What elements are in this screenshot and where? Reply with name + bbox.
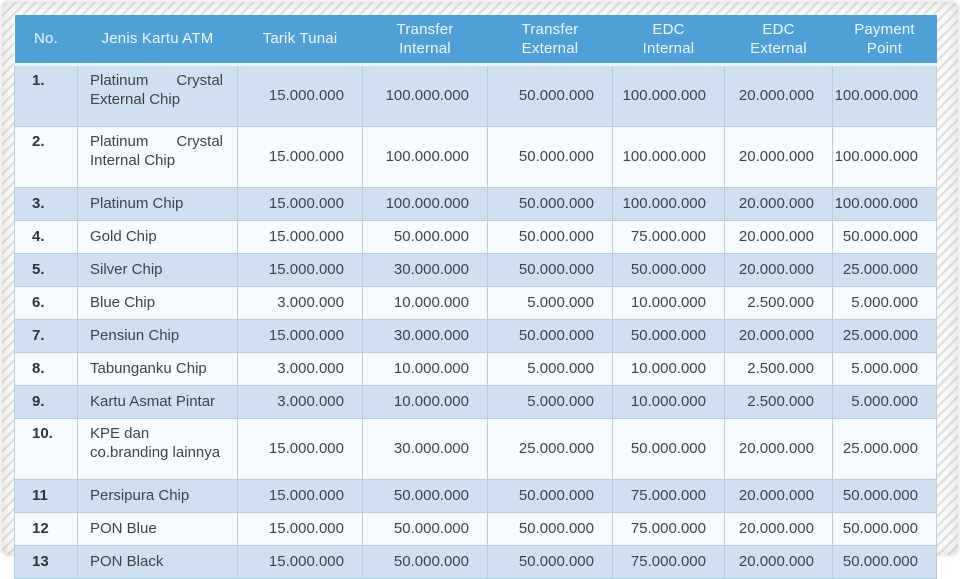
cell-transfer-internal: 10.000.000 xyxy=(363,287,488,320)
card-type-line xyxy=(90,72,225,91)
table-row xyxy=(15,353,937,386)
table-row xyxy=(15,320,937,353)
card-type-line: Tabunganku Chip xyxy=(90,359,207,377)
card-type-line: Kartu Asmat Pintar xyxy=(90,392,216,410)
column-header-transfer_internal xyxy=(363,15,488,65)
cell-payment-point: 5.000.000 xyxy=(833,353,937,386)
cell-row-number: 11 xyxy=(15,480,78,513)
cell-transfer-external: 5.000.000 xyxy=(488,353,613,386)
column-header-edc_internal xyxy=(613,15,725,65)
table-row xyxy=(15,188,937,221)
cell-transfer-internal: 50.000.000 xyxy=(363,221,488,254)
cell-payment-point: 25.000.000 xyxy=(833,320,937,353)
cell-row-number: 9. xyxy=(15,386,78,419)
cell-edc-internal: 10.000.000 xyxy=(613,287,725,320)
cell-row-number: 13 xyxy=(15,546,78,579)
cell-card-type xyxy=(78,419,238,480)
cell-card-type xyxy=(78,546,238,579)
table-row xyxy=(15,480,937,513)
cell-edc-internal: 50.000.000 xyxy=(613,419,725,480)
card-type-line: Pensiun Chip xyxy=(90,326,180,344)
cell-transfer-external: 5.000.000 xyxy=(488,386,613,419)
column-header-payment_point xyxy=(833,15,937,65)
table-row xyxy=(15,221,937,254)
cell-transfer-internal: 100.000.000 xyxy=(363,127,488,188)
cell-edc-external: 20.000.000 xyxy=(725,419,833,480)
cell-transfer-internal: 50.000.000 xyxy=(363,480,488,513)
cell-card-type xyxy=(78,386,238,419)
cell-tarik-tunai: 15.000.000 xyxy=(238,65,363,127)
card-type-word: Platinum xyxy=(90,133,149,150)
cell-edc-internal: 75.000.000 xyxy=(613,513,725,546)
cell-edc-external: 2.500.000 xyxy=(725,353,833,386)
card-type-line: Internal Chip xyxy=(90,151,176,169)
table-row xyxy=(15,65,937,127)
cell-transfer-internal: 30.000.000 xyxy=(363,419,488,480)
cell-card-type xyxy=(78,127,238,188)
cell-tarik-tunai: 15.000.000 xyxy=(238,188,363,221)
cell-row-number: 1. xyxy=(15,65,78,127)
column-header-no xyxy=(15,15,78,65)
cell-edc-internal: 50.000.000 xyxy=(613,254,725,287)
cell-card-type xyxy=(78,353,238,386)
cell-edc-external: 20.000.000 xyxy=(725,65,833,127)
cell-payment-point: 5.000.000 xyxy=(833,386,937,419)
cell-tarik-tunai: 15.000.000 xyxy=(238,419,363,480)
card-type-line: Persipura Chip xyxy=(90,486,190,504)
cell-edc-external: 20.000.000 xyxy=(725,546,833,579)
card-type-line: co.branding lainnya xyxy=(90,443,221,461)
cell-transfer-internal: 30.000.000 xyxy=(363,320,488,353)
cell-transfer-external: 25.000.000 xyxy=(488,419,613,480)
cell-edc-internal: 10.000.000 xyxy=(613,353,725,386)
column-header-label: Tarik Tunai xyxy=(262,30,338,48)
cell-transfer-internal: 30.000.000 xyxy=(363,254,488,287)
cell-edc-internal: 100.000.000 xyxy=(613,188,725,221)
column-header-label: EDC xyxy=(762,20,795,38)
cell-payment-point: 50.000.000 xyxy=(833,546,937,579)
cell-edc-internal: 75.000.000 xyxy=(613,221,725,254)
cell-card-type xyxy=(78,65,238,127)
atm-limits-table xyxy=(14,15,937,579)
cell-row-number: 7. xyxy=(15,320,78,353)
cell-payment-point: 50.000.000 xyxy=(833,221,937,254)
card-type-line xyxy=(90,133,225,152)
cell-row-number: 2. xyxy=(15,127,78,188)
cell-transfer-external: 50.000.000 xyxy=(488,546,613,579)
column-header-label: Jenis Kartu ATM xyxy=(101,30,214,48)
cell-tarik-tunai: 15.000.000 xyxy=(238,480,363,513)
card-type-line: Blue Chip xyxy=(90,293,156,311)
cell-edc-external: 20.000.000 xyxy=(725,480,833,513)
cell-edc-external: 2.500.000 xyxy=(725,386,833,419)
column-header-label: Payment xyxy=(854,20,915,38)
cell-transfer-external: 50.000.000 xyxy=(488,188,613,221)
cell-transfer-external: 50.000.000 xyxy=(488,320,613,353)
cell-transfer-internal: 10.000.000 xyxy=(363,353,488,386)
cell-card-type xyxy=(78,287,238,320)
column-header-tarik_tunai xyxy=(238,15,363,65)
cell-card-type xyxy=(78,513,238,546)
cell-tarik-tunai: 15.000.000 xyxy=(238,513,363,546)
column-header-edc_external xyxy=(725,15,833,65)
card-type-line: PON Blue xyxy=(90,519,157,537)
cell-tarik-tunai: 3.000.000 xyxy=(238,386,363,419)
column-header-label: Transfer xyxy=(396,20,454,38)
cell-row-number: 10. xyxy=(15,419,78,480)
cell-transfer-external: 50.000.000 xyxy=(488,480,613,513)
column-header-name xyxy=(78,15,238,65)
cell-transfer-external: 50.000.000 xyxy=(488,221,613,254)
cell-edc-internal: 10.000.000 xyxy=(613,386,725,419)
column-header-label: Point xyxy=(866,40,903,57)
cell-transfer-external: 50.000.000 xyxy=(488,513,613,546)
cell-edc-internal: 75.000.000 xyxy=(613,480,725,513)
cell-tarik-tunai: 15.000.000 xyxy=(238,254,363,287)
cell-tarik-tunai: 15.000.000 xyxy=(238,221,363,254)
column-header-label: Transfer xyxy=(521,20,579,38)
cell-tarik-tunai: 15.000.000 xyxy=(238,127,363,188)
column-header-transfer_external xyxy=(488,15,613,65)
column-header-label: Internal xyxy=(399,40,451,57)
table-header xyxy=(15,15,937,65)
cell-transfer-internal: 50.000.000 xyxy=(363,513,488,546)
column-header-label: Internal xyxy=(642,40,695,57)
cell-transfer-internal: 100.000.000 xyxy=(363,65,488,127)
column-header-label: External xyxy=(521,40,579,57)
cell-transfer-external: 50.000.000 xyxy=(488,127,613,188)
card-type-line: External Chip xyxy=(90,90,181,108)
table-row xyxy=(15,127,937,188)
cell-transfer-internal: 50.000.000 xyxy=(363,546,488,579)
cell-payment-point: 100.000.000 xyxy=(833,65,937,127)
cell-row-number: 5. xyxy=(15,254,78,287)
card-type-line: Silver Chip xyxy=(90,260,163,278)
cell-edc-external: 20.000.000 xyxy=(725,320,833,353)
table-row xyxy=(15,546,937,579)
column-header-label: External xyxy=(750,40,807,57)
cell-tarik-tunai: 3.000.000 xyxy=(238,353,363,386)
cell-edc-internal: 50.000.000 xyxy=(613,320,725,353)
cell-payment-point: 100.000.000 xyxy=(833,188,937,221)
cell-card-type xyxy=(78,320,238,353)
cell-transfer-internal: 100.000.000 xyxy=(363,188,488,221)
column-header-label: No. xyxy=(34,30,58,48)
cell-row-number: 4. xyxy=(15,221,78,254)
card-type-word: Crystal xyxy=(176,133,223,150)
table-row xyxy=(15,513,937,546)
cell-edc-internal: 100.000.000 xyxy=(613,65,725,127)
card-type-word: Platinum xyxy=(90,72,149,89)
cell-payment-point: 5.000.000 xyxy=(833,287,937,320)
cell-row-number: 6. xyxy=(15,287,78,320)
cell-edc-external: 20.000.000 xyxy=(725,221,833,254)
cell-row-number: 8. xyxy=(15,353,78,386)
cell-transfer-external: 50.000.000 xyxy=(488,65,613,127)
cell-edc-external: 2.500.000 xyxy=(725,287,833,320)
cell-edc-internal: 75.000.000 xyxy=(613,546,725,579)
cell-tarik-tunai: 15.000.000 xyxy=(238,320,363,353)
table-row xyxy=(15,254,937,287)
cell-row-number: 12 xyxy=(15,513,78,546)
cell-payment-point: 50.000.000 xyxy=(833,480,937,513)
table-body xyxy=(15,65,937,579)
table-row xyxy=(15,419,937,480)
card-type-word: Crystal xyxy=(176,72,223,89)
header-row xyxy=(15,15,937,65)
cell-transfer-internal: 10.000.000 xyxy=(363,386,488,419)
card-type-line: KPE dan xyxy=(90,425,150,442)
cell-edc-external: 20.000.000 xyxy=(725,188,833,221)
cell-row-number: 3. xyxy=(15,188,78,221)
card-type-line: PON Black xyxy=(90,552,164,570)
cell-card-type xyxy=(78,188,238,221)
card-type-line: Platinum Chip xyxy=(90,194,184,212)
cell-card-type xyxy=(78,221,238,254)
cell-edc-external: 20.000.000 xyxy=(725,513,833,546)
cell-card-type xyxy=(78,254,238,287)
cell-payment-point: 100.000.000 xyxy=(833,127,937,188)
column-header-label: EDC xyxy=(652,20,685,38)
cell-tarik-tunai: 3.000.000 xyxy=(238,287,363,320)
table-row xyxy=(15,287,937,320)
cell-payment-point: 25.000.000 xyxy=(833,419,937,480)
cell-payment-point: 50.000.000 xyxy=(833,513,937,546)
cell-transfer-external: 50.000.000 xyxy=(488,254,613,287)
cell-edc-external: 20.000.000 xyxy=(725,254,833,287)
cell-tarik-tunai: 15.000.000 xyxy=(238,546,363,579)
card-type-line: Gold Chip xyxy=(90,227,157,245)
table-row xyxy=(15,386,937,419)
cell-card-type xyxy=(78,480,238,513)
cell-transfer-external: 5.000.000 xyxy=(488,287,613,320)
cell-edc-internal: 100.000.000 xyxy=(613,127,725,188)
cell-edc-external: 20.000.000 xyxy=(725,127,833,188)
cell-payment-point: 25.000.000 xyxy=(833,254,937,287)
